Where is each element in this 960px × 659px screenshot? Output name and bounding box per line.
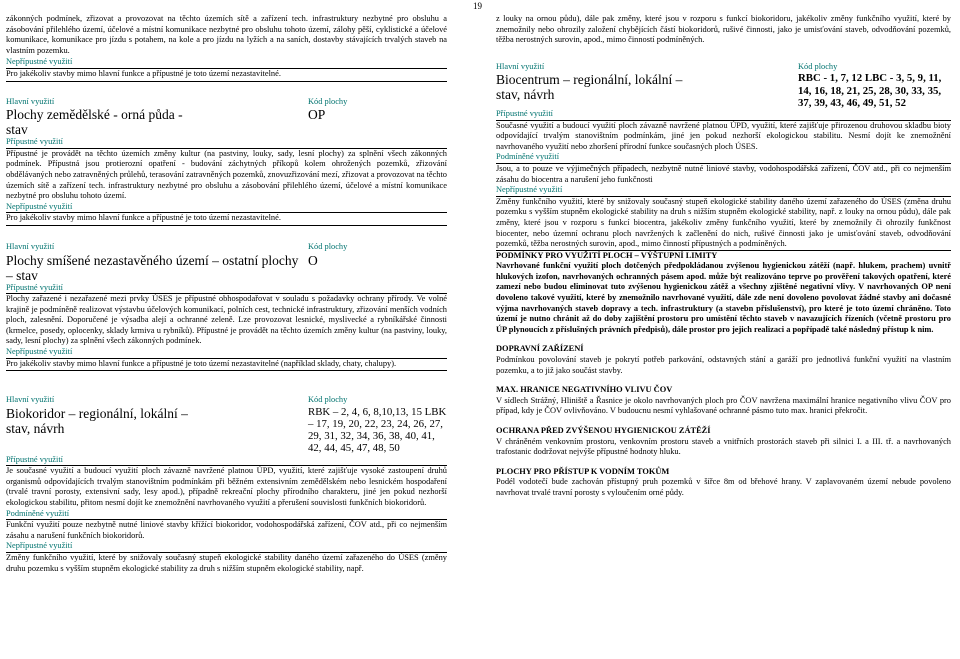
b2-kod-label: Kód plochy xyxy=(308,241,348,251)
right-column xyxy=(496,14,951,499)
s2-text: Podmínkou povolování staveb je pokrytí potřeb parkování, odstavných stání a garáží pro jednotlivá funkční využití na vlastním pozemku, a to již jako součást stavby. xyxy=(496,355,951,375)
b1-hlavni-label: Hlavní využití xyxy=(6,96,55,106)
b1-prip-text: Přípustné je provádět na těchto územích změny kultur (na pastviny, louky, sady, lesní plochy) za splnění všech zákonných podmínek. Přípustná jsou protierozní opatření - budování záchytných příkopů kolem ohrožených pozemků, zřizování obdělávaných nebo zatravněných průlehů, terasování zatravněných pozemků, znovuzřizování mezí, zřizovat a provozovat na těchto územích sítě a zařízení tech. infrastruktury nezbytné pro obsluhu a zásobování přilehlého území, účelové a místní komunikace nezbytné pro obsluhu tohoto území. xyxy=(6,148,447,201)
b2-nep-label: Nepřípustné využití xyxy=(6,347,73,357)
b1-nep-label: Nepřípustné využití xyxy=(6,201,73,211)
b4-hlavni-label: Hlavní využití xyxy=(496,61,545,71)
b3-nep-text: Změny funkčního využití, které by snižovaly současný stupeň ekologické stability daného území zařazeného do ÚSES (změny druhu pozemku s vyšším stupněm ekologické stability za druh s nižším stupněm ekologické stability, např. xyxy=(6,553,447,573)
b1-kod-label: Kód plochy xyxy=(308,96,348,106)
b4-kod-label: Kód plochy xyxy=(798,61,838,71)
page-number: 19 xyxy=(473,1,482,11)
b2-hlavni-label: Hlavní využití xyxy=(6,241,55,251)
s5-text: Podél vodotečí bude zachován přístupný pruh pozemků v šířce 8m od břehové hrany. V zaplavovaném území nebude povoleno navrhovat trvalé travní porosty s vyloučením orné půdy. xyxy=(496,477,951,497)
b4-prip-label: Přípustné využití xyxy=(496,108,553,118)
b3-nep-label: Nepřípustné využití xyxy=(6,541,73,551)
b4-title: Biocentrum – regionální, lokální – stav, návrh xyxy=(496,72,683,103)
s2-title: DOPRAVNÍ ZAŘÍZENÍ xyxy=(496,344,584,354)
b2-nep-text: Pro jakékoliv stavby mimo hlavní funkce a přípustné je toto území nezastavitelné (například sklady, chaty, chalupy). xyxy=(6,358,447,372)
b4-prip-text: Současné využití a budoucí využití ploch závazně navržené platnou ÚPD, využití, které zajišťuje přirozenou druhovou skladbu bioty odpovídající trvalým stanovištním podmínkám, jiné jen pokud nezhorší ekologickou stabilitu. Nesmí dojít ke znemožnění navrhovaného využití nebo zhoršení přírodní funkce současných ploch ÚSES. xyxy=(496,120,951,151)
b3-code: RBK – 2, 4, 6, 8,10,13, 15 LBK – 17, 19, 20, 22, 23, 24, 26, 27, 29, 31, 32, 34, 36, 38, 40, 41, 42, 44, 45, 47, 48, 50 xyxy=(308,405,447,455)
s3-title: MAX. HRANICE NEGATIVNÍHO VLIVU ČOV xyxy=(496,385,673,395)
block-biokoridor xyxy=(6,395,447,574)
b2-title: Plochy smíšené nezastavěného území – ostatní plochy – stav xyxy=(6,252,299,283)
b4-nep-text: Změny funkčního využití, které by snižovaly současný stupeň ekologické stability daného území zařazeného do ÚSES (změna druhu pozemku s vyšším stupněm ekologické stability na druh s nižším stupněm ekologické stability, např. z louky na ornou půdu), dále pak změny, které jsou v rozporu s funkcí biocentra, jakékoliv změny funkčního využití, které by znemožnily či ohrozily funkčnost biocenter, nebo územní ochranu ploch navržených k začlenění do nich, rušivé činnosti jako je umisťování staveb, odvodňování pozemků, těžba nerostných surovin, apod., mimo činností přípustných a podmíněných. xyxy=(496,196,951,249)
b3-pod-label: Podmíněné využití xyxy=(6,508,70,518)
b3-prip-text: Je současné využití a budoucí využití ploch závazně navržené platnou ÚPD, využití, které zajišťuje vysoké zastoupení druhů organismů odpovídajících trvalým stanovištním podmínkám při běžném extensivním zemědělském nebo lesnickém hospodaření (trvalé travní porosty, extensivní sady, lesy apod.), případně rekreační plochy přírodního charakteru, jiné jen pokud nezhorší ekologickou stabilitu, přitom nesmí dojít ke znemožnění navrhovaného využití a přerušení souvislosti funkčních biokoridorů. xyxy=(6,466,447,508)
left-column xyxy=(6,14,447,574)
s1-text: Navrhované funkční využití ploch dotčených předpokládanou zvýšenou hygienickou zátěží (např. hlukem, prachem) uvnitř hlukových izofon, navrhovaných ochranných pásem apod. může být realizováno teprve po prověření takových opatření, které zamezí nebo budou eliminovat tuto zvýšenou hygienickou zátěž a všechny zjištěné negativní vlivy. V navrhovaných OP není dovoleno takové využití, které by znemožnilo navrhované využití, dále zde není dovoleno povolovat žádné stavby ani dočasné výjma navrhovaných staveb dopravy a tech. infrastruktury (a stavebn příslušenství), pro které je toto území chráněno. Toto území je nutno chránit až do doby zajištění prostoru pro umístění těchto staveb v navazujících řízeních (včetně prostoru pro ÚP plynoucích z příslušných právních předpisů), dále prostor pro jejich realizaci a popřípadě také následný přístup k nim. xyxy=(496,261,951,334)
b3-title: Biokoridor – regionální, lokální – stav, návrh xyxy=(6,405,188,436)
b1-nep-text: Pro jakékoliv stavby mimo hlavní funkce a přípustné je toto území nezastavitelné. xyxy=(6,212,447,226)
b3-pod-text: Funkční využití pouze nezbytně nutné liniové stavby křížící biokoridor, vodohospodářská zařízení, ČOV atd., při co nejmenším zásahu a narušení funkčních biokoridorů. xyxy=(6,520,447,540)
s3-text: V sídlech Strážný, Hliniště a Řasnice je okolo navrhovaných ploch pro ČOV navržena maximální hranice negativního vlivu ČOV pro případ, kdy je ČOV ovlivňováno. V budoucnu nesmí vyhlašované ochranné pásmo tuto max. hranici překročit. xyxy=(496,395,951,416)
left-intro-nep-label: Nepřípustné využití xyxy=(6,57,73,67)
b1-code: OP xyxy=(308,107,326,123)
b3-prip-label: Přípustné využití xyxy=(6,454,63,464)
s5-title: PLOCHY PRO PŘÍSTUP K VODNÍM TOKŮM xyxy=(496,466,670,476)
b2-prip-text: Plochy zařazené i nezařazené mezi prvky ÚSES je přípustné obhospodařovat v souladu s požadavky ochrany přírody. Ve volné krajině je podmíněně realizovat výstavbu účelových komunikací, polních cest, technické infrastruktury, zřizování menších vodních ploch, zalesnění. Doporučené je výsadba alejí a ochranné zeleně. Lze provozovat lesnické, myslivecké a rybníkářské činnosti (krmelce, posedy, oplocenky, sklady krmiva u rybníků). Přípustné je provádět na těchto územích změny kultur (na pastviny, louky, sady, lesní plochy) za splnění všech zákonných podmínek. xyxy=(6,294,447,346)
b4-pod-label: Podmíněné využití xyxy=(496,152,560,162)
s4-text: V chráněném venkovním prostoru, venkovním prostoru staveb a vnitřních prostorách staveb při silnici I. a III. tř. a navrhovaných trafostanic dodržovat nejvýše přípustné hodnoty hluku. xyxy=(496,436,951,457)
b1-prip-label: Přípustné využití xyxy=(6,137,63,147)
block-orna-puda xyxy=(6,97,447,226)
b3-kod-label: Kód plochy xyxy=(308,395,348,405)
s4-title: OCHRANA PŘED ZVÝŠENOU HYGIENICKOU ZÁTĚŽÍ xyxy=(496,426,711,436)
s1-title: PODMÍNKY PRO VYUŽITÍ PLOCH – VÝŠTUPNÍ LIMITY xyxy=(496,250,951,262)
b2-code: O xyxy=(308,252,318,268)
left-intro-text: zákonných podmínek, zřizovat a provozovat na těchto územích sítě a zařízení tech. infrastruktury nezbytné pro obsluhu a zásobování přilehlého území, účelové a místní komunikace nezbytné pro obsluhu tohoto území, zálohy pěší, cyklistické a účelové komunikace, komunikace pro jízdu s potahem, na kole a pro jízdu na lyžích a na saních, dostavby stávajících trvalých staveb na vlastním pozemku. xyxy=(6,14,447,55)
block-biocentrum xyxy=(496,62,951,250)
b4-nep-label: Nepřípustné využití xyxy=(496,185,563,195)
right-intro-text: z louky na ornou půdu), dále pak změny, které jsou v rozporu s funkcí biokoridoru, jakékoliv změny funkčního využití, které by znemožnily nebo ohrozily založení chybějících částí biokoridorů, rušivé činnosti, jako je umisťování staveb, odvodňování pozemků, těžba nerostných surovin, apod., mimo činností podmíněných. xyxy=(496,14,951,45)
b3-hlavni-label: Hlavní využití xyxy=(6,395,55,405)
b1-title: Plochy zemědělské - orná půda - stav xyxy=(6,107,183,138)
b4-pod-text: Jsou, a to pouze ve výjimečných případech, nezbytně nutné liniové stavby, vodohospodářská zařízení, ČOV atd., při co nejmenším zásahu do biocentra a narušení jeho funkčnosti xyxy=(496,163,951,184)
b4-code: RBC - 1, 7, 12 LBC - 3, 5, 9, 11, 14, 16, 18, 21, 25, 28, 30, 33, 35, 37, 39, 43, 46, 49, 51, 52 xyxy=(798,72,942,109)
left-intro-nep-text: Pro jakékoliv stavby mimo hlavní funkce a přípustné je toto území nezastavitelné. xyxy=(6,68,447,82)
block-smisene xyxy=(6,242,447,371)
b2-prip-label: Přípustné využití xyxy=(6,282,63,292)
